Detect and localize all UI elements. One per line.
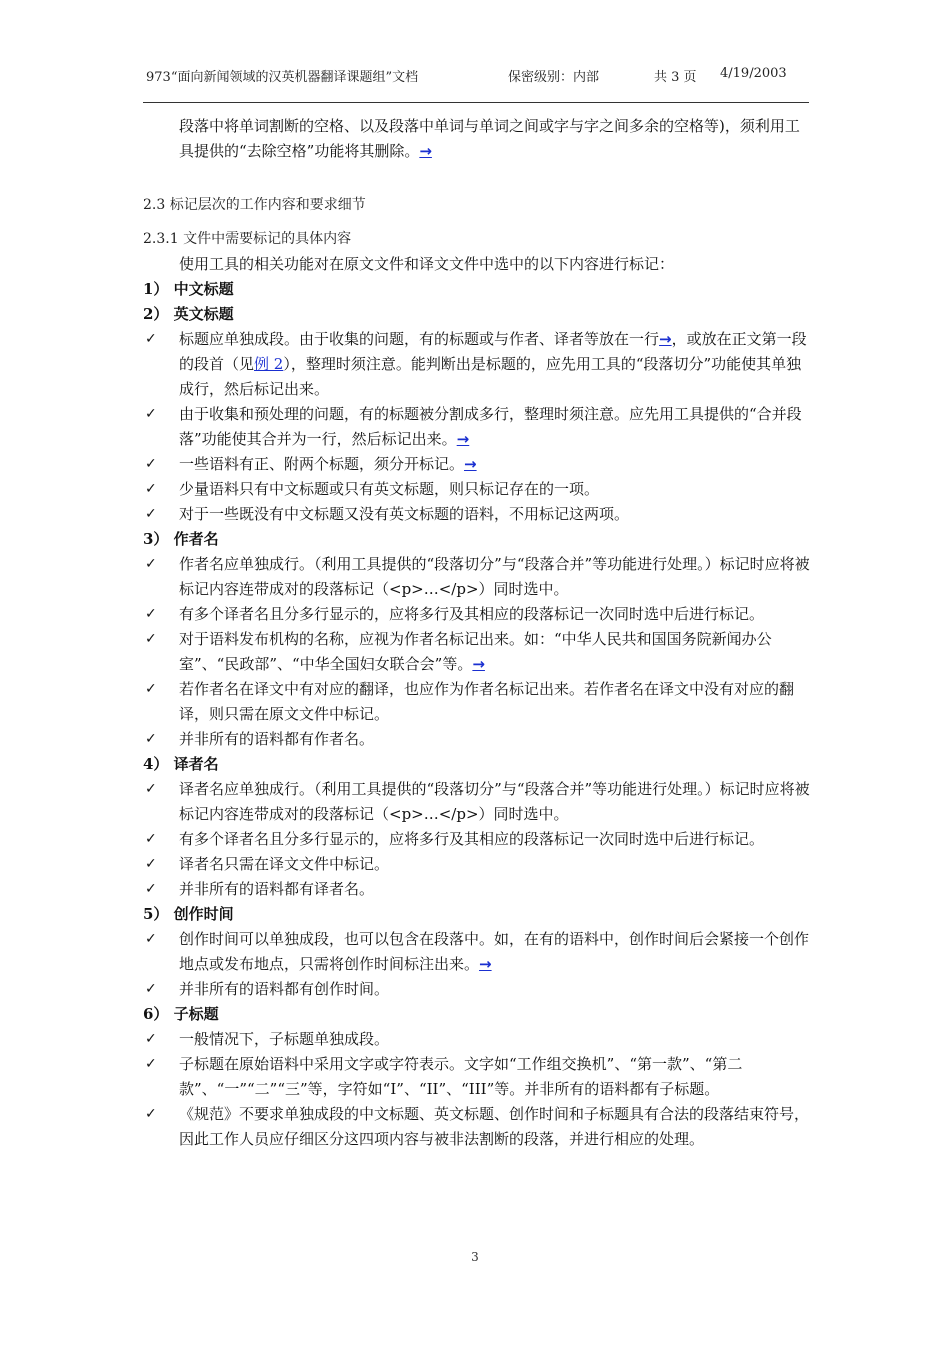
checkmark-icon: ✓ — [145, 406, 157, 422]
checkmark-icon: ✓ — [145, 831, 157, 847]
list-item — [143, 602, 811, 627]
section-heading-2-3-1: 2.3.1 文件中需要标记的具体内容 — [143, 231, 352, 247]
checkmark-icon: ✓ — [145, 606, 157, 622]
spacer — [143, 164, 811, 184]
item-text: 标题应单独成段。由于收集的问题，有的标题或与作者、译者等放在一行 — [179, 330, 660, 348]
item-text: 有多个译者名且分多行显示的，应将多行及其相应的段落标记一次同时选中后进行标记。 — [179, 605, 765, 623]
checkmark-icon: ✓ — [145, 1056, 157, 1072]
item-text: 并非所有的语料都有作者名。 — [179, 730, 375, 748]
checkmark-icon: ✓ — [145, 881, 157, 897]
item-text: 若作者名在译文中有对应的翻译，也应作为作者名标记出来。若作者名在译文中没有对应的翻译，则只需在原文文件中标记。 — [179, 680, 795, 723]
header-secrecy: 保密级别：内部 — [508, 70, 600, 85]
item-text: 对于语料发布机构的名称，应视为作者名标记出来。如：“中华人民共和国国务院新闻办公室”、“民政部”、“中华全国妇女联合会”等。 — [179, 630, 772, 673]
arrow-link-icon[interactable]: → — [659, 330, 672, 348]
checkmark-icon: ✓ — [145, 931, 157, 947]
checkmark-icon: ✓ — [145, 731, 157, 747]
checkmark-icon: ✓ — [145, 481, 157, 497]
list-item — [143, 502, 811, 527]
item-text: 由于收集和预处理的问题，有的标题被分割成多行，整理时须注意。应先用工具提供的“合并段落”功能使其合并为一行，然后标记出来。 — [179, 405, 802, 448]
checkmark-icon: ✓ — [145, 631, 157, 647]
heading-translator: 4） 译者名 — [143, 755, 219, 773]
arrow-link-icon[interactable]: → — [419, 142, 432, 160]
list-item — [143, 927, 811, 977]
checkmark-icon: ✓ — [145, 456, 157, 472]
item-text: 有多个译者名且分多行显示的，应将多行及其相应的段落标记一次同时选中后进行标记。 — [179, 830, 765, 848]
list-item — [143, 1052, 811, 1102]
list-item — [143, 402, 811, 452]
checkmark-icon: ✓ — [145, 331, 157, 347]
item-text: 对于一些既没有中文标题又没有英文标题的语料，不用标记这两项。 — [179, 505, 630, 523]
checkmark-icon: ✓ — [145, 506, 157, 522]
heading-subtitle: 6） 子标题 — [143, 1005, 219, 1023]
item-text: 译者名应单独成行。（利用工具提供的“段落切分”与“段落合并”等功能进行处理。）标记时应将被标记内容连带成对的段落标记（<p>…</p>）同时选中。 — [179, 780, 810, 823]
heading-chinese-title: 1） 中文标题 — [143, 280, 234, 298]
checkmark-icon: ✓ — [145, 781, 157, 797]
item-text: 译者名只需在译文文件中标记。 — [179, 855, 390, 873]
list-item — [143, 1102, 811, 1152]
item-text: 少量语料只有中文标题或只有英文标题，则只标记存在的一项。 — [179, 480, 600, 498]
arrow-link-icon[interactable]: → — [479, 955, 492, 973]
example-2-link[interactable]: 例 2 — [254, 355, 284, 373]
heading-author: 3） 作者名 — [143, 530, 219, 548]
item-text: 子标题在原始语料中采用文字或字符表示。文字如“工作组交换机”、“第一款”、“第二款”、“一”“二”“三”等，字符如“I”、“II”、“III”等。并非所有的语料都有子标题。 — [179, 1055, 743, 1098]
list-item — [143, 777, 811, 827]
checkmark-icon: ✓ — [145, 556, 157, 572]
list-item — [143, 977, 811, 1002]
item-text: 创作时间可以单独成段，也可以包含在段落中。如，在有的语料中，创作时间后会紧接一个创作地点或发布地点，只需将创作时间标注出来。 — [179, 930, 810, 973]
list-item — [143, 452, 811, 477]
list-item — [143, 552, 811, 602]
list-item — [143, 477, 811, 502]
checkmark-icon: ✓ — [145, 681, 157, 697]
arrow-link-icon[interactable]: → — [464, 455, 477, 473]
continuation-text: 段落中将单词割断的空格、以及段落中单词与单词之间或字与字之间多余的空格等)，须利用工具提供的“去除空格”功能将其删除。 — [179, 117, 800, 160]
checkmark-icon: ✓ — [145, 1031, 157, 1047]
header-rule — [143, 102, 809, 103]
list-item — [143, 627, 811, 677]
list-item — [143, 852, 811, 877]
arrow-link-icon[interactable]: → — [456, 430, 470, 448]
item-text: 一些语料有正、附两个标题，须分开标记。 — [179, 455, 465, 473]
checkmark-icon: ✓ — [145, 1106, 157, 1122]
heading-english-title: 2） 英文标题 — [143, 305, 234, 323]
item-text: 《规范》不要求单独成段的中文标题、英文标题、创作时间和子标题具有合法的段落结束符号，因此工作人员应仔细区分这四项内容与被非法割断的段落，并进行相应的处理。 — [179, 1105, 810, 1148]
continuation-paragraph — [143, 114, 811, 164]
list-item — [143, 877, 811, 902]
item-text: 作者名应单独成行。（利用工具提供的“段落切分”与“段落合并”等功能进行处理。）标记时应将被标记内容连带成对的段落标记（<p>…</p>）同时选中。 — [179, 555, 810, 598]
item-text: 并非所有的语料都有译者名。 — [179, 880, 375, 898]
list-item — [143, 677, 811, 727]
checkmark-icon: ✓ — [145, 981, 157, 997]
arrow-link-icon[interactable]: → — [472, 655, 485, 673]
section-heading-2-3: 2.3 标记层次的工作内容和要求细节 — [143, 197, 366, 213]
heading-creation-time: 5） 创作时间 — [143, 905, 234, 923]
list-item — [143, 1027, 811, 1052]
list-item — [143, 827, 811, 852]
item-text: 并非所有的语料都有创作时间。 — [179, 980, 390, 998]
header-page-count: 共 3 页 — [654, 70, 697, 85]
header-title: 973“面向新闻领域的汉英机器翻译课题组”文档 — [146, 70, 419, 85]
intro-paragraph: 使用工具的相关功能对在原文文件和译文文件中选中的以下内容进行标记： — [179, 255, 675, 273]
document-body — [143, 114, 811, 1152]
item-text: ），整理时须注意。能判断出是标题的，应先用工具的“段落切分”功能使其单独成行，然后标记出来。 — [179, 355, 802, 398]
item-text: ，或放在正文第一段的段首（见 — [179, 330, 807, 373]
page-header — [146, 66, 810, 88]
header-date: 4/19/2003 — [720, 66, 787, 81]
item-text: 一般情况下，子标题单独成段。 — [179, 1030, 390, 1048]
page-number: 3 — [471, 1250, 479, 1264]
checkmark-icon: ✓ — [145, 856, 157, 872]
list-item — [143, 327, 811, 402]
list-item — [143, 727, 811, 752]
